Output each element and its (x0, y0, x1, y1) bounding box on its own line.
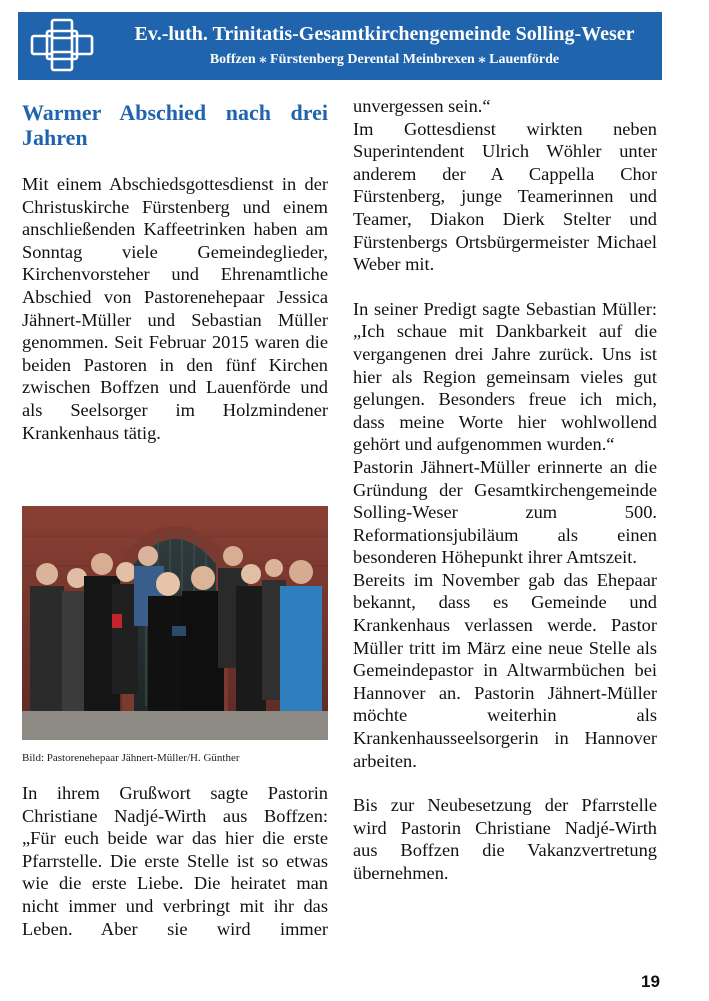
parish-villages: Boffzen ⁎ Fürstenberg Derental Meinbrexen ⁎ Lauenförde (209, 52, 560, 67)
article-paragraph-6: Bereits im November gab das Ehepaar bekannt, dass es Gemeinde und Krankenhaus verlassen werde. Pastor Müller tritt im März eine neue Stelle als Gemeindepastor in Altwarmbüchen bei Hannover an. Pastorin Jähnert-Müller möchte weiterhin als Krankenhausseelsorgerin in Hannover arbeiten. (353, 569, 657, 771)
paragraph-continuation: unvergessen sein.“ (353, 96, 491, 116)
article-paragraph-5: Pastorin Jähnert-Müller erinnerte an die Gründung der Gesamtkirchengemeinde Solling-Weser zum 500. Reformationsjubiläum als einen besonderen Höhepunkt ihrer Amtszeit. (353, 456, 657, 568)
masthead-banner (18, 12, 662, 80)
article-photo (22, 506, 328, 740)
paragraph-text: In ihrem Grußwort sagte Pastorin Christiane Nadjé-Wirth aus Boffzen: „Für euch beide war das hier die erste Pfarrstelle. Die erste Stelle ist so etwas wie die erste Liebe. Die heiratet man nicht immer und verbringt mit ihr das Leben. Aber sie wird immer (22, 783, 328, 939)
article-paragraph-4: In seiner Predigt sagte Sebastian Müller: „Ich schaue mit Dankbarkeit auf die vergangenen drei Jahre zurück. Uns ist hier als Region gemeinsam vieles gut gelungen. Besonders freue ich mich, dass meine Worte hier wohlwollend gehört und aufgenommen wurden.“ (353, 298, 657, 455)
interlocking-squares-logo-icon (28, 18, 98, 74)
group-photo-image (22, 506, 328, 740)
article-paragraph-2 (22, 782, 328, 940)
article-paragraph-3: Im Gottesdienst wirkten neben Superintendent Ulrich Wöhler unter anderem der A Cappella Chor Fürstenberg, junge Teamerinnen und Teamer, Diakon Dierk Stelter und Fürstenbergs Ortsbürgermeister Michael Weber mit. (353, 118, 657, 275)
article-paragraph-7: Bis zur Neubesetzung der Pfarrstelle wird Pastorin Christiane Nadjé-Wirth aus Boffzen die Vakanzvertretung übernehmen. (353, 795, 657, 883)
article-paragraph-1 (22, 173, 328, 444)
parish-title: Ev.-luth. Trinitatis-Gesamtkirchengemeinde Solling-Weser (134, 23, 635, 45)
photo-caption: Bild: Pastorenehepaar Jähnert-Müller/H. Günther (22, 752, 240, 764)
paragraph-text: Mit einem Abschiedsgottesdienst in der Christuskirche Fürstenberg und einem anschließenden Kaffeetrinken haben am Sonntag viele Gemeindeglieder, Kirchenvorsteher und Ehrenamtliche Abschied von Pastorenehepaar Jessica Jähnert-Müller und Sebastian Müller genommen. Seit Februar 2015 waren die beiden Pastoren in den fünf Kirchen zwischen Boffzen und Lauenförde und als Seelsorger im Holzmindener Krankenhaus tätig. (22, 174, 328, 443)
article-right-column (353, 95, 657, 885)
article-headline: Warmer Abschied nach drei Jahren (22, 100, 328, 150)
page-number: 19 (641, 972, 660, 991)
